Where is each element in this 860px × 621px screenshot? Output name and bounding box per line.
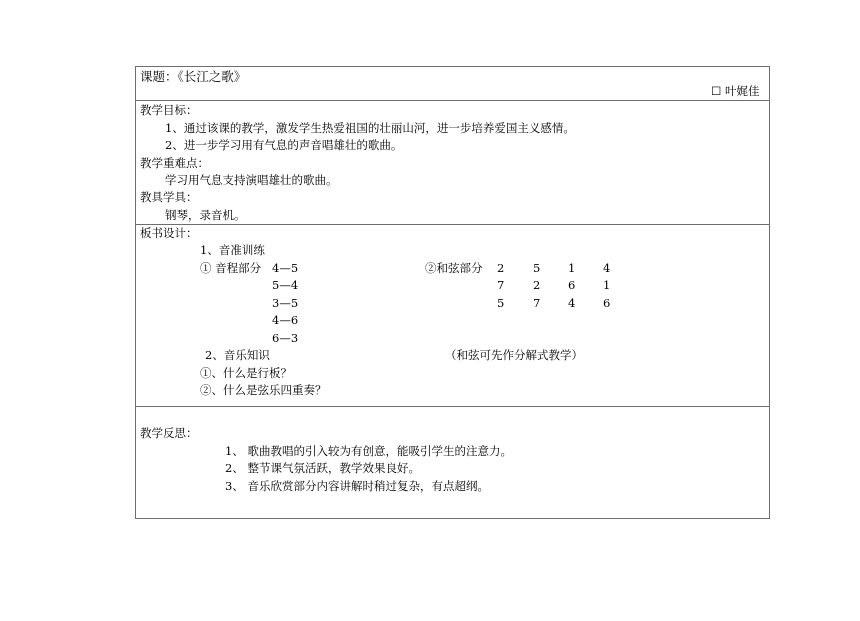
key-points-heading: 教学重难点： [140, 156, 209, 170]
key-points-text: 学习用气息支持演唱雄壮的歌曲。 [165, 173, 338, 187]
board-section-2: 2、音乐知识 [205, 348, 270, 362]
board-section-1: 1、音准训练 [200, 243, 265, 257]
chord-cell: 4 [603, 261, 611, 275]
chord-cell: 4 [568, 296, 576, 310]
board-heading: 板书设计： [140, 226, 198, 240]
lesson-title: 课题：《长江之歌》 [140, 69, 247, 84]
reflection-item: 2、 整节课气氛活跃，教学效果良好。 [225, 461, 420, 475]
chord-label: ②和弦部分 [425, 261, 483, 275]
interval-item: 3—5 [272, 296, 299, 310]
reflection-item: 1、 歌曲教唱的引入较为有创意，能吸引学生的注意力。 [225, 444, 512, 458]
chord-cell: 7 [497, 278, 505, 292]
interval-item: 6—3 [272, 331, 299, 345]
reflection-heading: 教学反思： [140, 426, 198, 440]
chord-cell: 7 [533, 296, 541, 310]
chord-cell: 5 [533, 261, 541, 275]
chord-cell: 1 [603, 278, 611, 292]
chord-cell: 2 [533, 278, 541, 292]
row-divider [136, 406, 769, 407]
chord-cell: 1 [568, 261, 576, 275]
board-question: ②、什么是弦乐四重奏？ [200, 383, 327, 397]
row-divider [136, 224, 769, 225]
interval-item: 5—4 [272, 278, 299, 292]
board-question: ①、什么是行板？ [200, 366, 292, 380]
interval-item: 4—6 [272, 313, 299, 327]
objectives-heading: 教学目标： [140, 103, 198, 117]
interval-item: 4—5 [272, 261, 299, 275]
objective-item: 2、进一步学习用有气息的声音唱雄壮的歌曲。 [165, 138, 403, 152]
chord-cell: 5 [497, 296, 505, 310]
objective-item: 1、通过该课的教学，激发学生热爱祖国的壮丽山河，进一步培养爱国主义感情。 [165, 121, 575, 135]
chord-note: （和弦可先作分解式教学） [445, 348, 583, 362]
tools-heading: 教具学具： [140, 190, 198, 204]
row-divider [136, 100, 769, 101]
reflection-item: 3、 音乐欣赏部分内容讲解时稍过复杂，有点超纲。 [225, 479, 489, 493]
interval-label: ① 音程部分 [200, 261, 262, 275]
chord-cell: 6 [568, 278, 576, 292]
tools-text: 钢琴，录音机。 [165, 208, 246, 222]
chord-cell: 6 [603, 296, 611, 310]
chord-cell: 2 [497, 261, 505, 275]
teacher-name: ☐ 叶娓佳 [711, 84, 760, 98]
